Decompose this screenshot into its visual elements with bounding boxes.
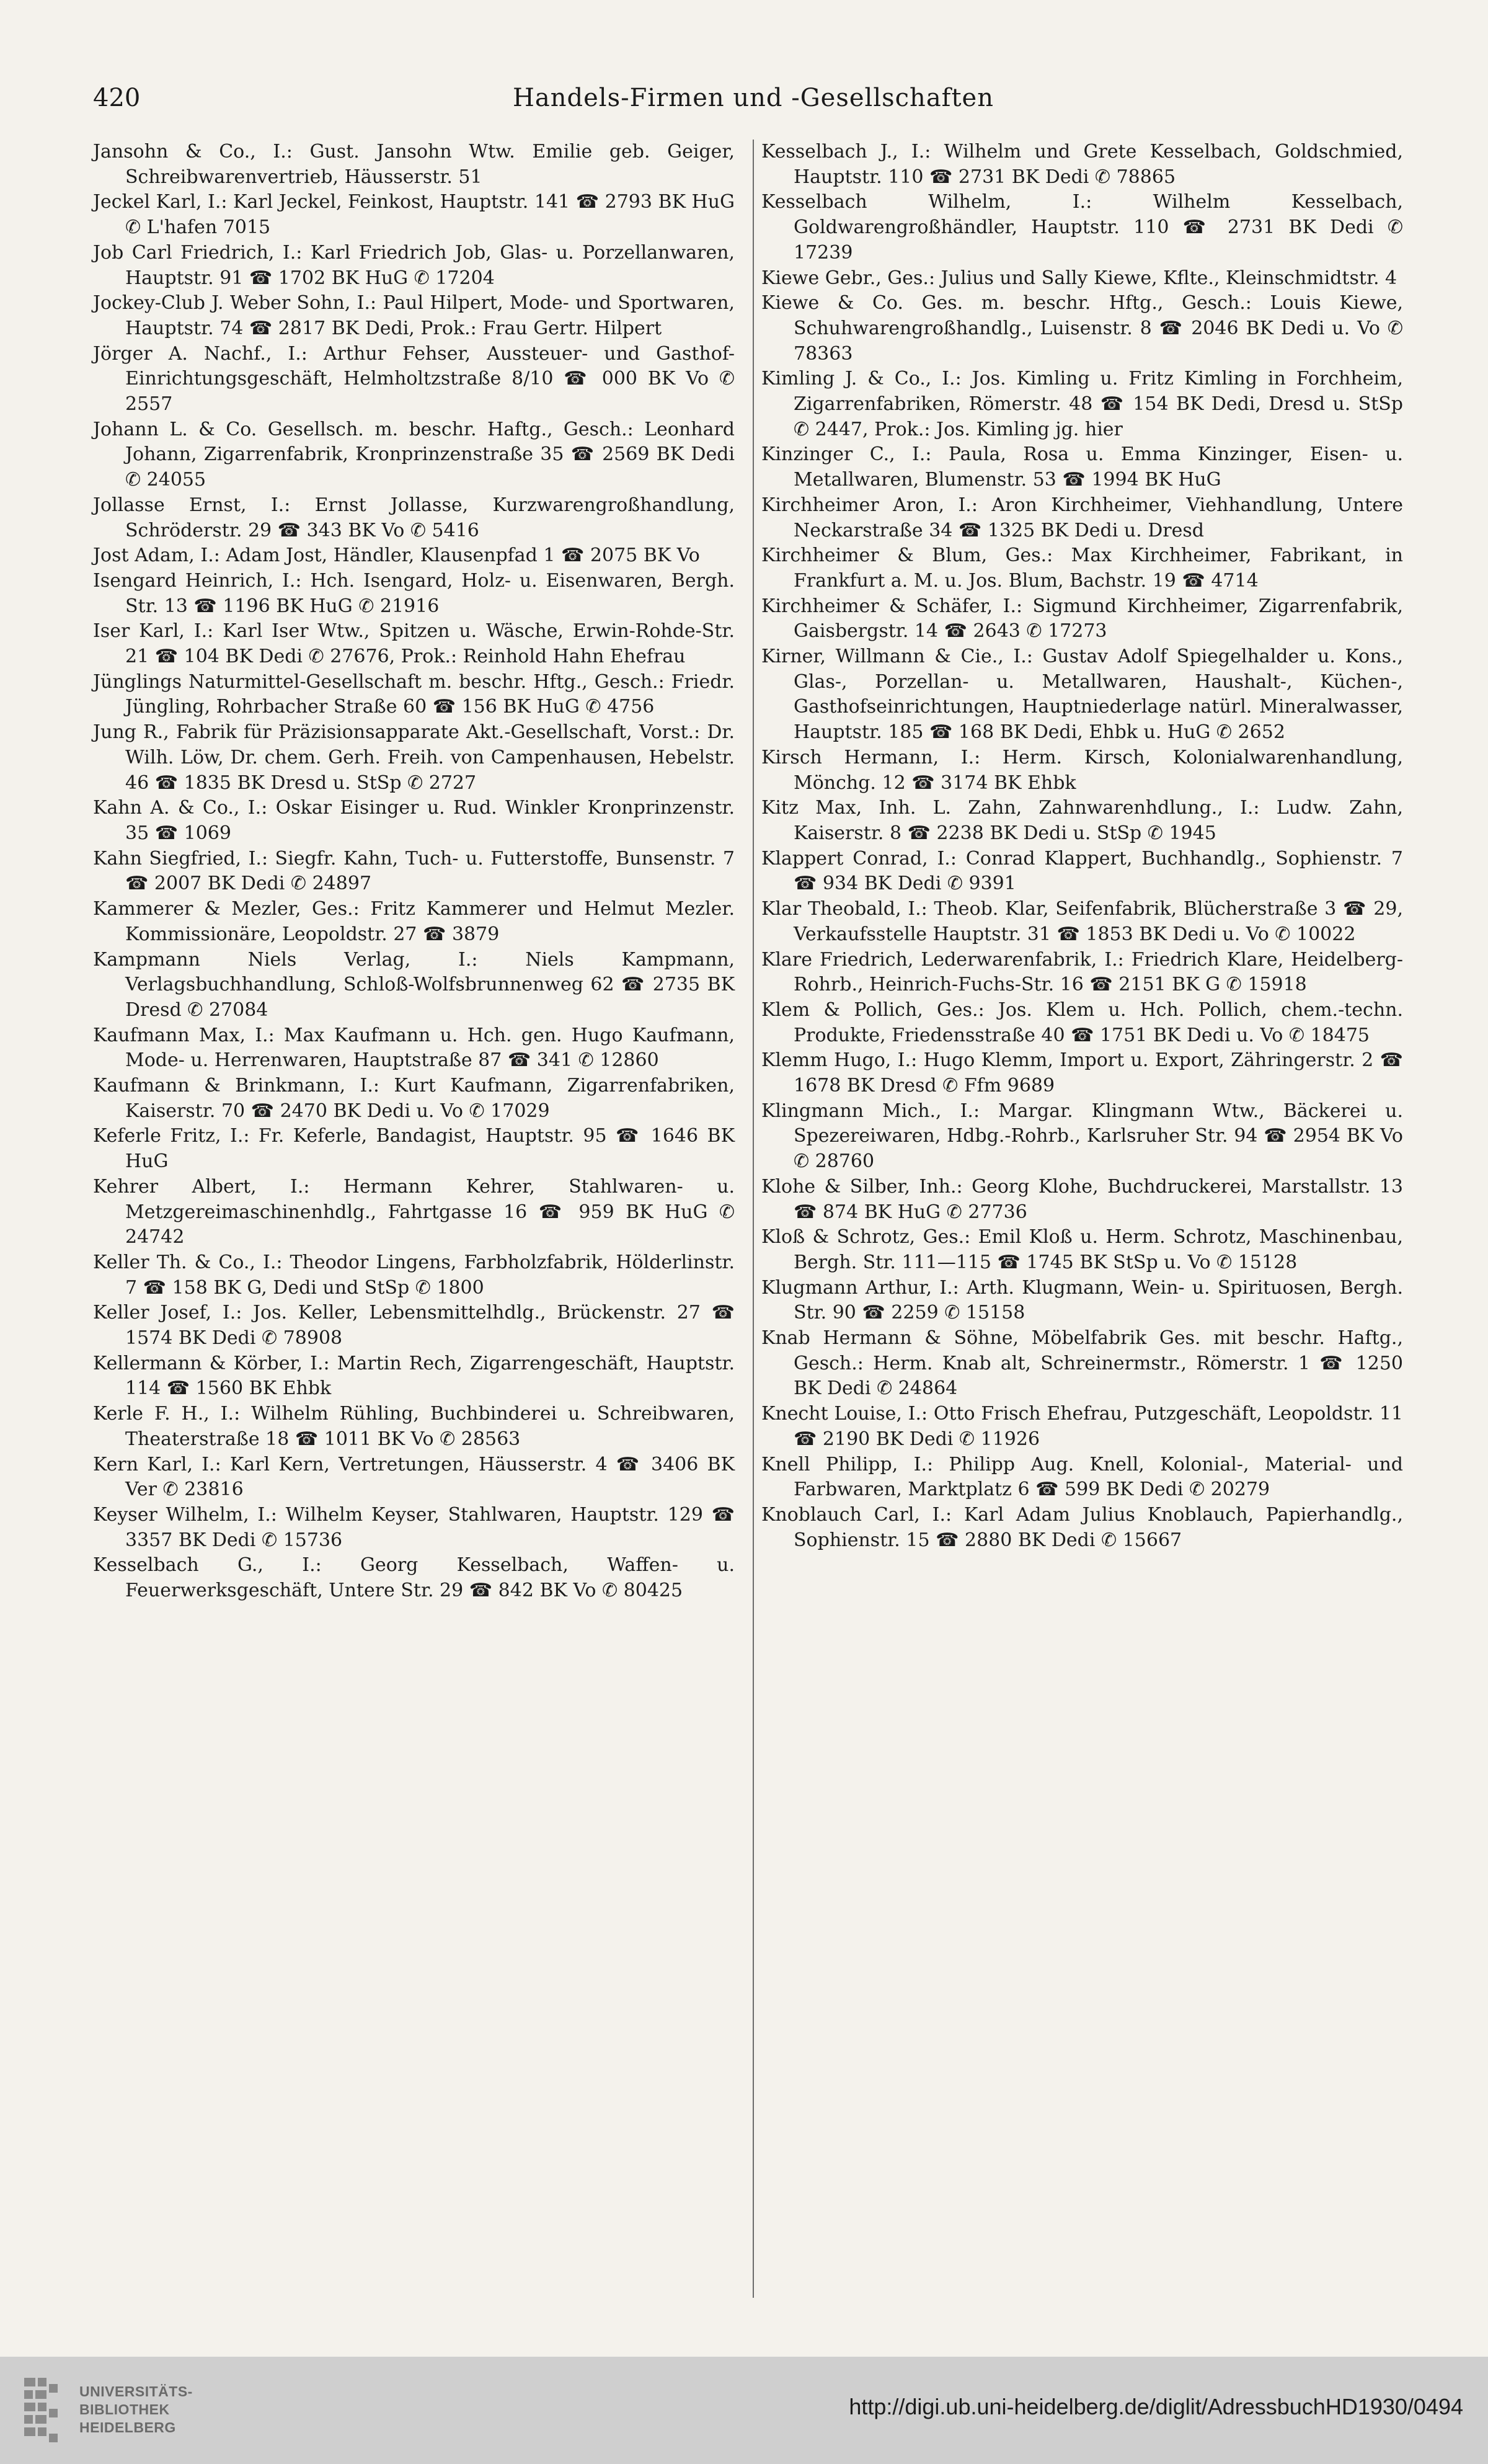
directory-entry: Klem & Pollich, Ges.: Jos. Klem u. Hch. Pollich, chem.-techn. Produkte, Friedensstraße 40 ☎ 1751 BK Dedi u. Vo ✆ 18475: [761, 998, 1403, 1046]
directory-entry: Knell Philipp, I.: Philipp Aug. Knell, Kolonial-, Material- und Farbwaren, Marktplatz 6 ☎ 599 BK Dedi ✆ 20279: [761, 1453, 1403, 1501]
directory-entry: Knab Hermann & Söhne, Möbelfabrik Ges. mit beschr. Haftg., Gesch.: Herm. Knab alt, Schreinermstr., Römerstr. 1 ☎ 1250 BK Dedi ✆ 24864: [761, 1327, 1403, 1400]
directory-entry: Klohe & Silber, Inh.: Georg Klohe, Buchdruckerei, Marstallstr. 13 ☎ 874 BK HuG ✆ 27736: [761, 1175, 1403, 1223]
directory-entry: Kirchheimer & Schäfer, I.: Sigmund Kirchheimer, Zigarrenfabrik, Gaisbergstr. 14 ☎ 2643 ✆ 17273: [761, 595, 1403, 643]
directory-entry: Klare Friedrich, Lederwarenfabrik, I.: Friedrich Klare, Heidelberg-Rohrb., Heinrich-Fuchs-Str. 16 ☎ 2151 BK G ✆ 15918: [761, 948, 1403, 996]
directory-entry: Jung R., Fabrik für Präzisionsapparate Akt.-Gesellschaft, Vorst.: Dr. Wilh. Löw, Dr. chem. Gerh. Freih. von Campenhausen, Hebelstr. 46 ☎ 1835 BK Dresd u. StSp ✆ 2727: [93, 721, 735, 794]
directory-entry: Kirsch Hermann, I.: Herm. Kirsch, Kolonialwarenhandlung, Mönchg. 12 ☎ 3174 BK Ehbk: [761, 746, 1403, 794]
directory-entry: Kesselbach Wilhelm, I.: Wilhelm Kesselbach, Goldwarengroßhändler, Hauptstr. 110 ☎ 2731 BK Dedi ✆ 17239: [761, 191, 1403, 264]
directory-entry: Jeckel Karl, I.: Karl Jeckel, Feinkost, Hauptstr. 141 ☎ 2793 BK HuG ✆ L'hafen 7015: [93, 191, 735, 239]
directory-entry: Johann L. & Co. Gesellsch. m. beschr. Haftg., Gesch.: Leonhard Johann, Zigarrenfabrik, Kronprinzenstraße 35 ☎ 2569 BK Dedi ✆ 24055: [93, 418, 735, 491]
directory-entry: Keyser Wilhelm, I.: Wilhelm Keyser, Stahlwaren, Hauptstr. 129 ☎ 3357 BK Dedi ✆ 15736: [93, 1503, 735, 1551]
directory-entry: Jansohn & Co., I.: Gust. Jansohn Wtw. Emilie geb. Geiger, Schreibwarenvertrieb, Häusserstr. 51: [93, 141, 735, 188]
directory-entry: Kloß & Schrotz, Ges.: Emil Kloß u. Herm. Schrotz, Maschinenbau, Bergh. Str. 111—115 ☎ 1745 BK StSp u. Vo ✆ 15128: [761, 1226, 1403, 1273]
directory-entry: Kampmann Niels Verlag, I.: Niels Kampmann, Verlagsbuchhandlung, Schloß-Wolfsbrunnenweg 62 ☎ 2735 BK Dresd ✆ 27084: [93, 948, 735, 1021]
directory-entry: Kammerer & Mezler, Ges.: Fritz Kammerer und Helmut Mezler. Kommissionäre, Leopoldstr. 27 ☎ 3879: [93, 898, 735, 945]
directory-entry: Kesselbach G., I.: Georg Kesselbach, Waffen- u. Feuerwerksgeschäft, Untere Str. 29 ☎ 842 BK Vo ✆ 80425: [93, 1554, 735, 1602]
footer-bar: [0, 2357, 1488, 2464]
university-seal-icon: [22, 2374, 71, 2448]
directory-entry: Kaufmann & Brinkmann, I.: Kurt Kaufmann, Zigarrenfabriken, Kaiserstr. 70 ☎ 2470 BK Dedi u. Vo ✆ 17029: [93, 1075, 735, 1122]
directory-entry: Isengard Heinrich, I.: Hch. Isengard, Holz- u. Eisenwaren, Bergh. Str. 13 ☎ 1196 BK HuG ✆ 21916: [93, 569, 735, 617]
directory-entry: Klugmann Arthur, I.: Arth. Klugmann, Wein- u. Spirituosen, Bergh. Str. 90 ☎ 2259 ✆ 15158: [761, 1276, 1403, 1324]
left-column: [93, 140, 735, 1604]
directory-entry: Klar Theobald, I.: Theob. Klar, Seifenfabrik, Blücherstraße 3 ☎ 29, Verkaufsstelle Hauptstr. 31 ☎ 1853 BK Dedi u. Vo ✆ 10022: [761, 898, 1403, 945]
directory-entry: Jörger A. Nachf., I.: Arthur Fehser, Aussteuer- und Gasthof-Einrichtungsgeschäft, Helmholtzstraße 8/10 ☎ 000 BK Vo ✆ 2557: [93, 342, 735, 416]
directory-entry: Kahn A. & Co., I.: Oskar Eisinger u. Rud. Winkler Kronprinzenstr. 35 ☎ 1069: [93, 797, 735, 844]
directory-entry: Kitz Max, Inh. L. Zahn, Zahnwarenhdlung., I.: Ludw. Zahn, Kaiserstr. 8 ☎ 2238 BK Dedi u. StSp ✆ 1945: [761, 797, 1403, 844]
page-header: [93, 84, 1414, 121]
directory-entry: Job Carl Friedrich, I.: Karl Friedrich Job, Glas- u. Porzellanwaren, Hauptstr. 91 ☎ 1702 BK HuG ✆ 17204: [93, 241, 735, 289]
right-column: [761, 140, 1403, 1553]
directory-entry: Kimling J. & Co., I.: Jos. Kimling u. Fritz Kimling in Forchheim, Zigarrenfabriken, Römerstr. 48 ☎ 154 BK Dedi, Dresd u. StSp ✆ 2447, Prok.: Jos. Kimling jg. hier: [761, 368, 1403, 440]
directory-entry: Kern Karl, I.: Karl Kern, Vertretungen, Häusserstr. 4 ☎ 3406 BK Ver ✆ 23816: [93, 1453, 735, 1501]
directory-entry: Kiewe & Co. Ges. m. beschr. Hftg., Gesch.: Louis Kiewe, Schuhwarengroßhandlg., Luisenstr. 8 ☎ 2046 BK Dedi u. Vo ✆ 78363: [761, 292, 1403, 365]
directory-entry: Jünglings Naturmittel-Gesellschaft m. beschr. Hftg., Gesch.: Friedr. Jüngling, Rohrbacher Straße 60 ☎ 156 BK HuG ✆ 4756: [93, 670, 735, 718]
directory-entry: Kehrer Albert, I.: Hermann Kehrer, Stahlwaren- u. Metzgereimaschinenhdlg., Fahrtgasse 16 ☎ 959 BK HuG ✆ 24742: [93, 1175, 735, 1248]
running-title: Handels-Firmen und -Gesellschaften: [513, 84, 994, 112]
directory-entry: Jockey-Club J. Weber Sohn, I.: Paul Hilpert, Mode- und Sportwaren, Hauptstr. 74 ☎ 2817 BK Dedi, Prok.: Frau Gertr. Hilpert: [93, 292, 735, 339]
directory-entry: Jost Adam, I.: Adam Jost, Händler, Klausenpfad 1 ☎ 2075 BK Vo: [93, 545, 700, 567]
directory-entry: Iser Karl, I.: Karl Iser Wtw., Spitzen u. Wäsche, Erwin-Rohde-Str. 21 ☎ 104 BK Dedi ✆ 27676, Prok.: Reinhold Hahn Ehefrau: [93, 620, 735, 668]
directory-entry: Kirchheimer Aron, I.: Aron Kirchheimer, Viehhandlung, Untere Neckarstraße 34 ☎ 1325 BK Dedi u. Dresd: [761, 494, 1403, 541]
directory-entry: Klappert Conrad, I.: Conrad Klappert, Buchhandlg., Sophienstr. 7 ☎ 934 BK Dedi ✆ 9391: [761, 847, 1403, 895]
directory-entry: Kaufmann Max, I.: Max Kaufmann u. Hch. gen. Hugo Kaufmann, Mode- u. Herrenwaren, Hauptstraße 87 ☎ 341 ✆ 12860: [93, 1024, 735, 1072]
directory-entry: Jollasse Ernst, I.: Ernst Jollasse, Kurzwarengroßhandlung, Schröderstr. 29 ☎ 343 BK Vo ✆ 5416: [93, 494, 735, 541]
directory-entry: Klemm Hugo, I.: Hugo Klemm, Import u. Export, Zähringerstr. 2 ☎ 1678 BK Dresd ✆ Ffm 9689: [761, 1049, 1403, 1097]
directory-entry: Keller Th. & Co., I.: Theodor Lingens, Farbholzfabrik, Hölderlinstr. 7 ☎ 158 BK G, Dedi und StSp ✆ 1800: [93, 1251, 735, 1299]
directory-entry: Kirchheimer & Blum, Ges.: Max Kirchheimer, Fabrikant, in Frankfurt a. M. u. Jos. Blum, Bachstr. 19 ☎ 4714: [761, 545, 1403, 592]
page-number: 420: [93, 84, 141, 112]
directory-entry: Kinzinger C., I.: Paula, Rosa u. Emma Kinzinger, Eisen- u. Metallwaren, Blumenstr. 53 ☎ 1994 BK HuG: [761, 443, 1403, 491]
source-url[interactable]: http://digi.ub.uni-heidelberg.de/diglit/AdressbuchHD1930/0494: [849, 2394, 1463, 2419]
directory-entry: Kiewe Gebr., Ges.: Julius und Sally Kiewe, Kflte., Kleinschmidtstr. 4: [761, 267, 1397, 289]
directory-entry: Keferle Fritz, I.: Fr. Keferle, Bandagist, Hauptstr. 95 ☎ 1646 BK HuG: [93, 1125, 735, 1173]
directory-entry: Kirner, Willmann & Cie., I.: Gustav Adolf Spiegelhalder u. Kons., Glas-, Porzellan- u. Metallwaren, Haushalt-, Küchen-, Gasthofseinrichtungen, Hauptniederlage natürl. Mineralwasser, Hauptstr. 185 ☎ 168 BK Dedi, Ehbk u. HuG ✆ 2652: [761, 646, 1403, 744]
directory-entry: Klingmann Mich., I.: Margar. Klingmann Wtw., Bäckerei u. Spezereiwaren, Hdbg.-Rohrb., Karlsruher Str. 94 ☎ 2954 BK Vo ✆ 28760: [761, 1100, 1403, 1173]
library-name: UNIVERSITÄTS- BIBLIOTHEK HEIDELBERG: [79, 2383, 193, 2435]
directory-entry: Kahn Siegfried, I.: Siegfr. Kahn, Tuch- u. Futterstoffe, Bunsenstr. 7 ☎ 2007 BK Dedi ✆ 24897: [93, 847, 735, 895]
directory-entry: Kesselbach J., I.: Wilhelm und Grete Kesselbach, Goldschmied, Hauptstr. 110 ☎ 2731 BK Dedi ✆ 78865: [761, 141, 1403, 188]
directory-entry: Kellermann & Körber, I.: Martin Rech, Zigarrengeschäft, Hauptstr. 114 ☎ 1560 BK Ehbk: [93, 1352, 735, 1400]
column-divider: [753, 140, 754, 2298]
directory-entry: Knoblauch Carl, I.: Karl Adam Julius Knoblauch, Papierhandlg., Sophienstr. 15 ☎ 2880 BK Dedi ✆ 15667: [761, 1503, 1403, 1551]
directory-entry: Kerle F. H., I.: Wilhelm Rühling, Buchbinderei u. Schreibwaren, Theaterstraße 18 ☎ 1011 BK Vo ✆ 28563: [93, 1403, 735, 1450]
directory-entry: Knecht Louise, I.: Otto Frisch Ehefrau, Putzgeschäft, Leopoldstr. 11 ☎ 2190 BK Dedi ✆ 11926: [761, 1403, 1403, 1450]
directory-entry: Keller Josef, I.: Jos. Keller, Lebensmittelhdlg., Brückenstr. 27 ☎ 1574 BK Dedi ✆ 78908: [93, 1302, 735, 1350]
